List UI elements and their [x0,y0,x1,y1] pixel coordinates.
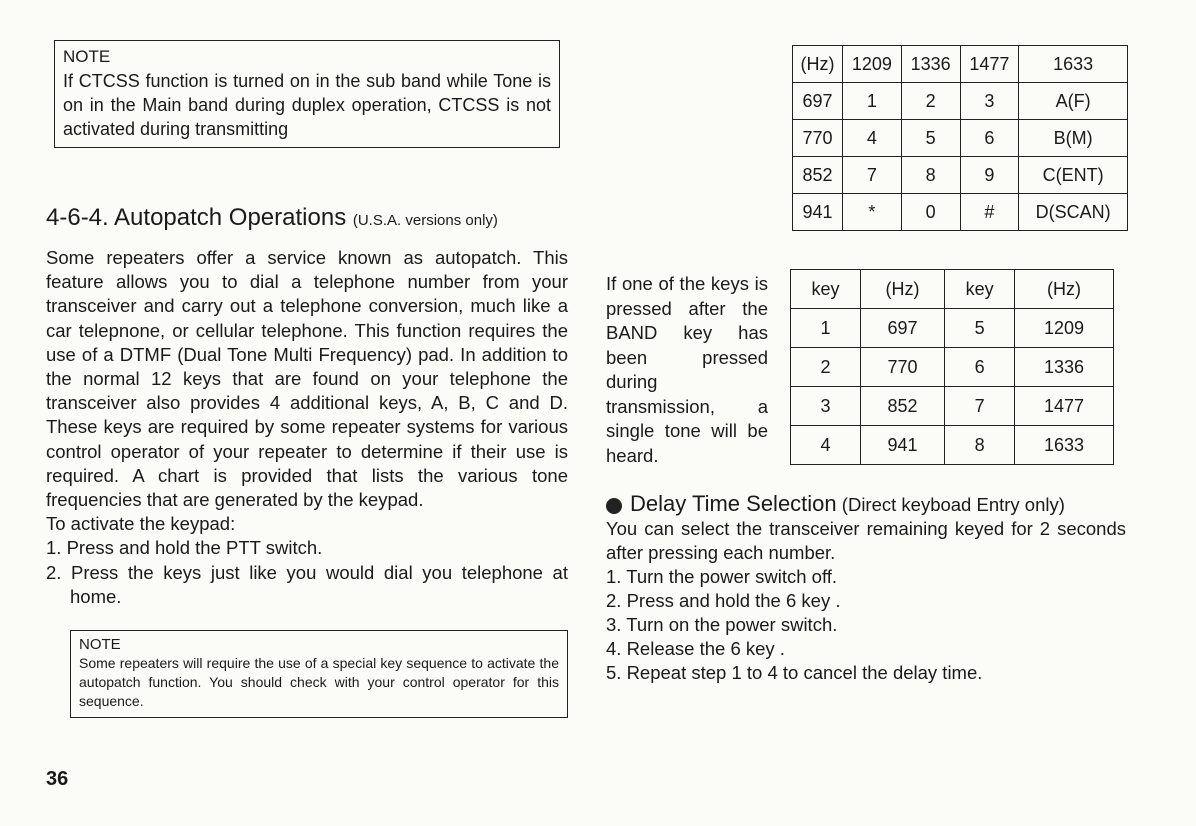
table-cell: 0 [901,194,960,231]
table-cell: 697 [793,83,843,120]
table-cell: 770 [860,348,944,387]
delay-title: Delay Time Selection [630,491,837,516]
table-cell: 770 [793,120,843,157]
table-cell: 1633 [1015,426,1114,465]
table-cell: 852 [793,157,843,194]
table-cell: 8 [945,426,1015,465]
table-cell: 941 [793,194,843,231]
table-cell: 941 [860,426,944,465]
note-title: NOTE [79,636,121,653]
note-text: If CTCSS function is turned on in the sub band while Tone is on in the Main band during duplex operation, CTCSS is not activated during transmitting [63,71,551,139]
table-cell: 1 [791,309,861,348]
page-number: 36 [46,768,69,790]
step-item: 2. Press the keys just like you would dial you telephone at home. [46,561,568,607]
table-cell: 5 [901,120,960,157]
table-row [791,426,1114,465]
table-cell: 1477 [960,46,1019,83]
delay-steps [606,565,1126,685]
table-header-row [793,46,1128,83]
table-cell: 1209 [1015,309,1114,348]
table-row [791,387,1114,426]
note-title: NOTE [63,47,111,66]
table-cell: (Hz) [860,270,944,309]
bullet-icon [606,498,622,514]
step-item: 4. Release the 6 key . [606,638,785,659]
table-cell: (Hz) [1015,270,1114,309]
table-cell: 2 [901,83,960,120]
table-cell: # [960,194,1019,231]
note-text: Some repeaters will require the use of a special key sequence to activate the autopatch function. You should check with your control operator for this sequence. [79,655,559,709]
table-cell: (Hz) [793,46,843,83]
table-row [793,157,1128,194]
single-tone-text: If one of the keys is pressed after the BAND key has been pressed during transmission, a single tone will be heard. [606,273,768,466]
step-item: 5. Repeat step 1 to 4 to cancel the delay time. [606,662,983,683]
dtmf-frequency-table [792,45,1128,231]
table-cell: 2 [791,348,861,387]
autopatch-note-box [70,630,568,718]
single-tone-key-table [790,269,1114,465]
table-cell: 1633 [1019,46,1128,83]
table-cell: 1 [843,83,902,120]
table-cell: 4 [791,426,861,465]
table-cell: 1209 [843,46,902,83]
table-cell: 5 [945,309,1015,348]
autopatch-body [46,246,568,609]
section-heading [46,204,498,232]
table-cell: 697 [860,309,944,348]
table-cell: 3 [960,83,1019,120]
step-item: 1. Turn the power switch off. [606,566,838,587]
section-heading-sub: (U.S.A. versions only) [352,212,498,229]
delay-title-paren: (Direct keyboad Entry only) [841,494,1065,515]
autopatch-intro: Some repeaters offer a service known as autopatch. This feature allows you to dial a telephone number from your transceiver and carry out a telephone conversion, much like a car telepnone, or cellular telephone. This function requires the use of a DTMF (Dual Tone Multi Frequency) pad. In addition to the normal 12 keys that are found on your telephone the transceiver also provides 4 additional keys, A, B, C and D. These keys are required by some repeater systems for various control operator of your repeater to determine if their use is required. A chart is provided that lists the various tone frequencies that are generated by the keypad. [46,247,568,511]
table-cell: 1477 [1015,387,1114,426]
activate-steps [46,536,568,609]
table-row [791,309,1114,348]
table-cell: 7 [945,387,1015,426]
table-cell: 852 [860,387,944,426]
table-cell: 7 [843,157,902,194]
table-header-row [791,270,1114,309]
table-cell: 3 [791,387,861,426]
table-row [793,194,1128,231]
table-cell: 6 [960,120,1019,157]
delay-intro: You can select the transceiver remaining keyed for 2 seconds after pressing each number. [606,518,1126,563]
table-cell: 1336 [901,46,960,83]
activate-intro: To activate the keypad: [46,513,236,535]
table-cell: * [843,194,902,231]
step-item: 2. Press and hold the 6 key . [606,590,841,611]
table-cell: B(M) [1019,120,1128,157]
table-cell: C(ENT) [1019,157,1128,194]
table-cell: D(SCAN) [1019,194,1128,231]
table-row [793,120,1128,157]
table-row [791,348,1114,387]
table-cell: 8 [901,157,960,194]
delay-heading [606,492,1126,517]
section-heading-title: 4-6-4. Autopatch Operations [46,204,347,231]
table-cell: 9 [960,157,1019,194]
table-cell: 4 [843,120,902,157]
step-item: 3. Turn on the power switch. [606,614,838,635]
table-cell: 1336 [1015,348,1114,387]
table-cell: 6 [945,348,1015,387]
delay-section [606,492,1126,685]
table-cell: key [791,270,861,309]
table-row [793,83,1128,120]
table-cell: A(F) [1019,83,1128,120]
ctcss-note-box [54,40,560,148]
table-cell: key [945,270,1015,309]
step-item: 1. Press and hold the PTT switch. [46,537,323,559]
